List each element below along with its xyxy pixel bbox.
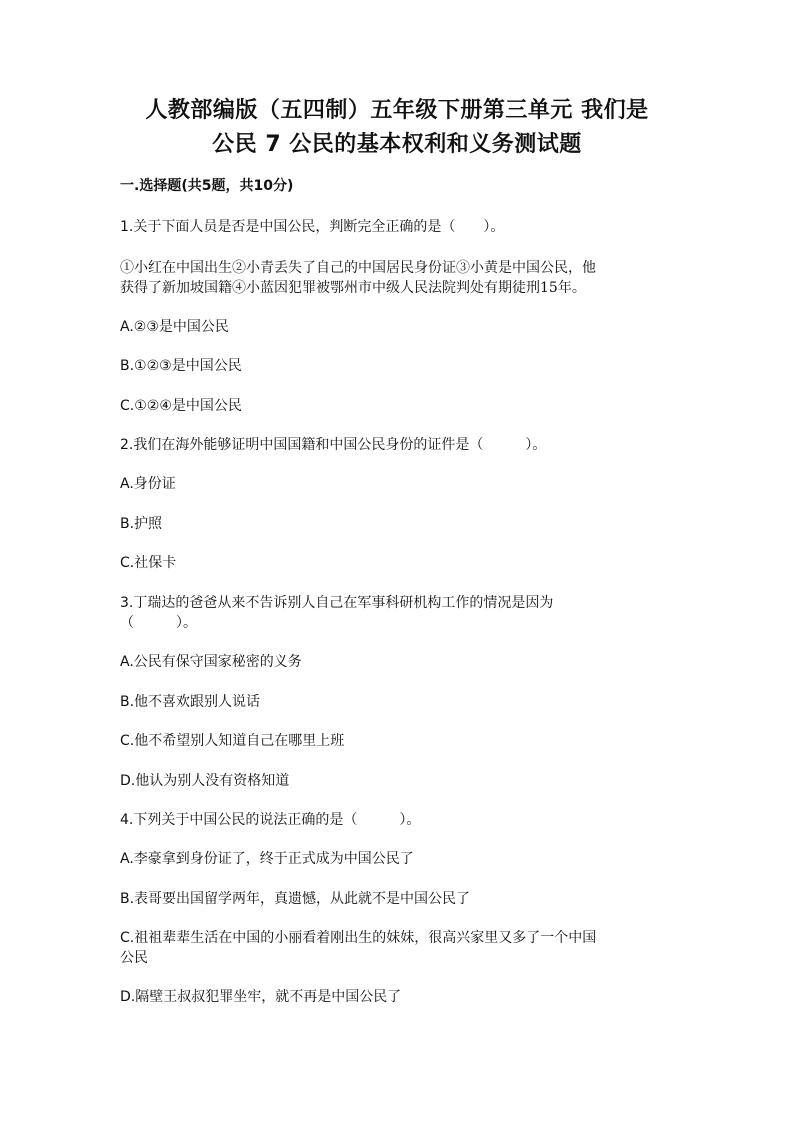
- question-3-option-c: C.他不希望别人知道自己在哪里上班: [120, 733, 345, 749]
- question-4-option-a: A.李豪拿到身份证了，终于正式成为中国公民了: [120, 851, 414, 867]
- question-2-option-c: C.社保卡: [120, 555, 177, 571]
- question-3-option-b: B.他不喜欢跟别人说话: [120, 694, 261, 710]
- question-4-stem: 4.下列关于中国公民的说法正确的是（ ）。: [120, 812, 421, 828]
- question-4-option-d: D.隔壁王叔叔犯罪坐牢，就不再是中国公民了: [120, 989, 402, 1005]
- question-2-stem: 2.我们在海外能够证明中国国籍和中国公民身份的证件是（ ）。: [120, 437, 547, 453]
- question-4-option-c-line-2: 公民: [120, 950, 148, 966]
- question-1-option-b: B.①②③是中国公民: [120, 358, 242, 374]
- document-title-line-1: 人教部编版（五四制）五年级下册第三单元 我们是: [145, 98, 649, 123]
- question-1-stem: 1.关于下面人员是否是中国公民，判断完全正确的是（ ）。: [120, 219, 505, 235]
- question-2-option-a: A.身份证: [120, 476, 176, 492]
- question-1-context-line-1: ①小红在中国出生②小青丢失了自己的中国居民身份证③小黄是中国公民，他: [120, 260, 596, 276]
- question-1-option-a: A.②③是中国公民: [120, 319, 229, 335]
- question-1-context-line-2: 获得了新加坡国籍④小蓝因犯罪被鄂州市中级人民法院判处有期徒刑15年。: [120, 280, 586, 296]
- question-4-option-b: B.表哥要出国留学两年，真遗憾，从此就不是中国公民了: [120, 891, 471, 907]
- question-3-option-a: A.公民有保守国家秘密的义务: [120, 654, 302, 670]
- question-2-option-b: B.护照: [120, 516, 163, 532]
- question-3-stem-line-1: 3.丁瑞达的爸爸从来不告诉别人自己在军事科研机构工作的情况是因为: [120, 595, 554, 611]
- question-4-option-c-line-1: C.祖祖辈辈生活在中国的小丽看着刚出生的妹妹，很高兴家里又多了一个中国: [120, 930, 597, 946]
- question-3-option-d: D.他认为别人没有资格知道: [120, 773, 290, 789]
- question-3-stem-line-2: （ ）。: [120, 615, 197, 631]
- document-title-line-2: 公民 7 公民的基本权利和义务测试题: [212, 132, 582, 157]
- section-heading: 一.选择题(共5题，共10分): [120, 178, 294, 194]
- question-1-option-c: C.①②④是中国公民: [120, 398, 242, 414]
